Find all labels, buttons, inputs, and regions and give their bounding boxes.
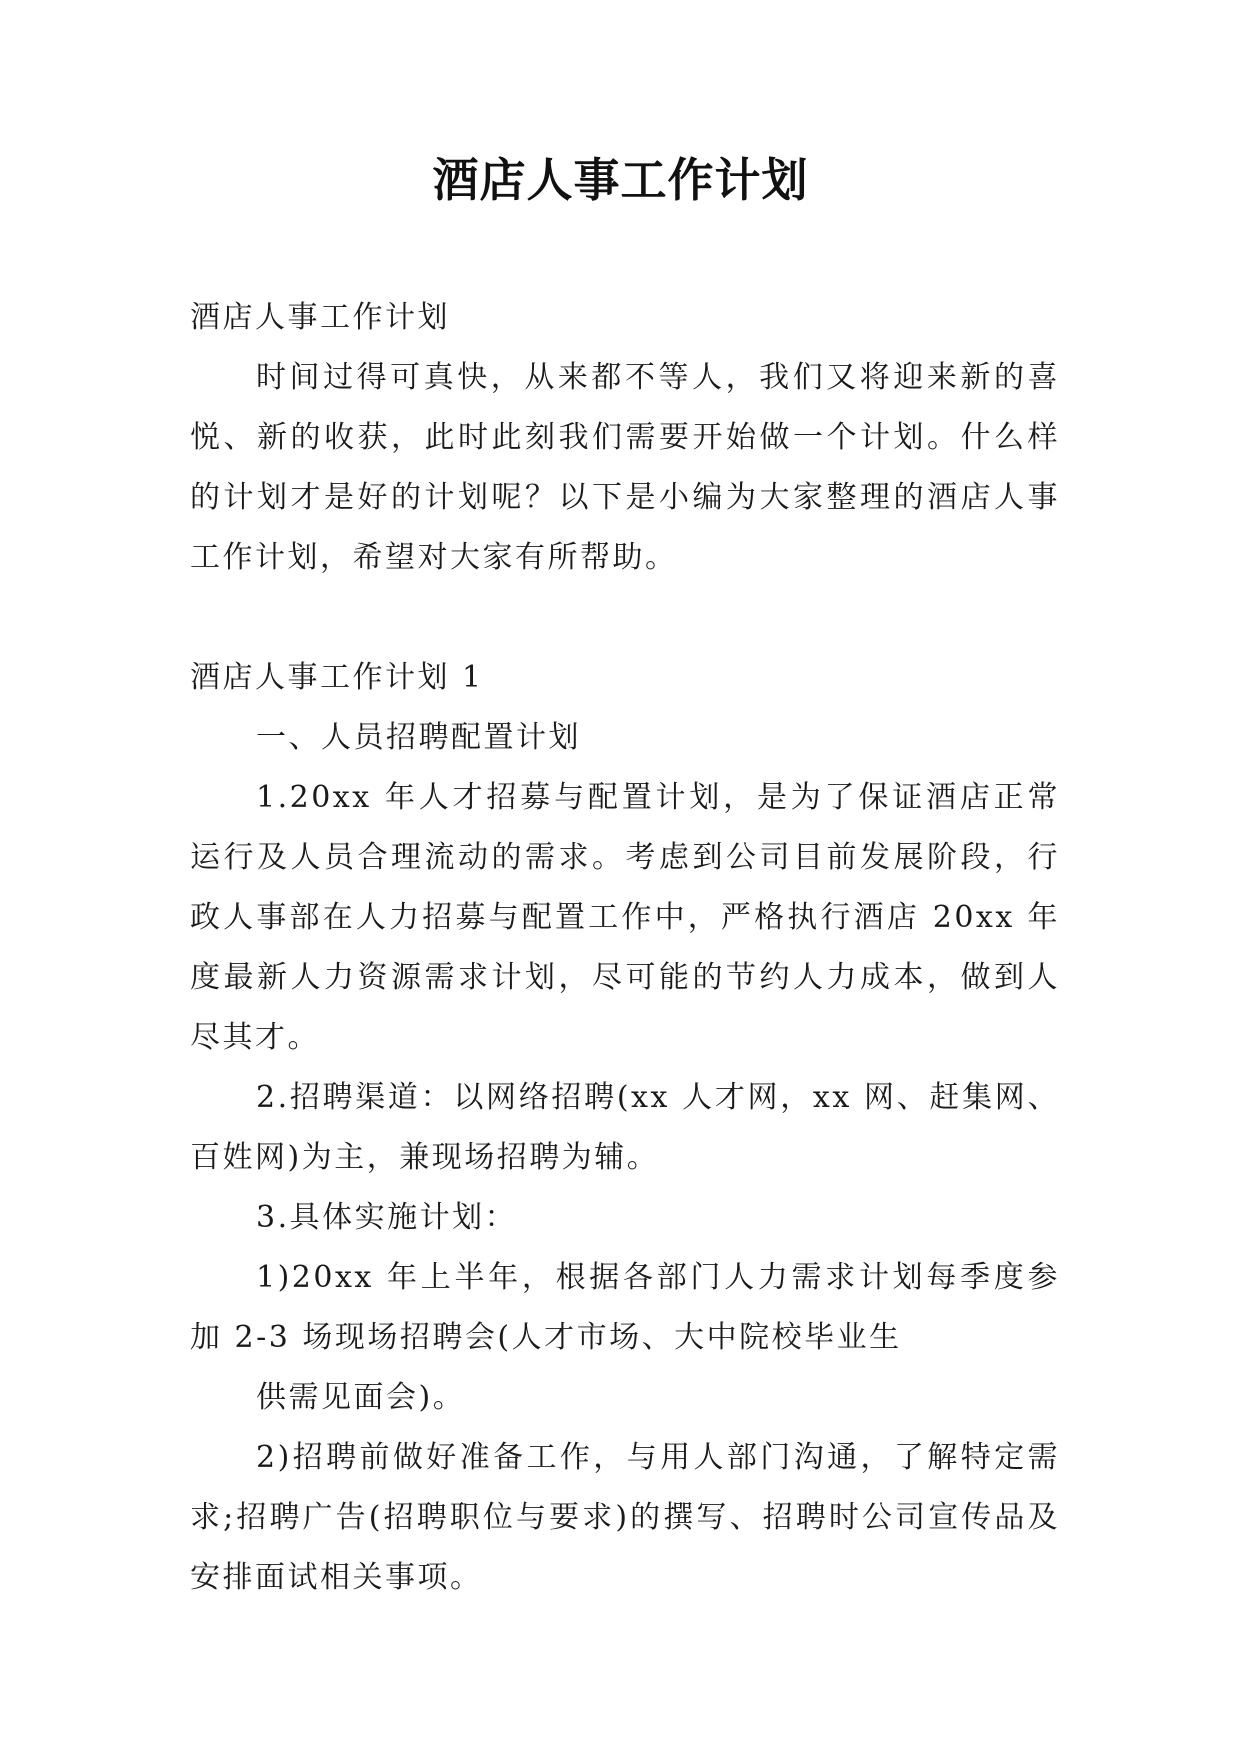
paragraph-subitem-2: 2)招聘前做好准备工作，与用人部门沟通，了解特定需求;招聘广告(招聘职位与要求)的撰写、招聘时公司宣传品及安排面试相关事项。: [190, 1440, 1060, 1595]
paragraph-item-1: 1.20xx 年人才招募与配置计划，是为了保证酒店正常运行及人员合理流动的需求。考虑到公司目前发展阶段，行政人事部在人力招募与配置工作中，严格执行酒店 20xx 年度最新人力资源需求计划，尽可能的节约人力成本，做到人尽其才。: [190, 780, 1060, 1055]
paragraph-item-3: 3.具体实施计划：: [256, 1200, 518, 1235]
section-heading-intro: 酒店人事工作计划: [190, 300, 450, 335]
document-body: [190, 288, 1060, 1608]
subheading-recruitment: 一、人员招聘配置计划: [256, 720, 581, 755]
paragraph-item-2: 2.招聘渠道：以网络招聘(xx 人才网，xx 网、赶集网、百姓网)为主，兼现场招聘为辅。: [190, 1080, 1060, 1175]
section-heading-plan-1: 酒店人事工作计划 1: [190, 660, 484, 695]
paragraph-subitem-1: 1)20xx 年上半年，根据各部门人力需求计划每季度参加 2-3 场现场招聘会(人才市场、大中院校毕业生: [190, 1260, 1060, 1355]
document-title: 酒店人事工作计划: [432, 153, 809, 207]
paragraph-subitem-1-continued: 供需见面会)。: [256, 1380, 466, 1415]
intro-paragraph: 时间过得可真快，从来都不等人，我们又将迎来新的喜悦、新的收获，此时此刻我们需要开始做一个计划。什么样的计划才是好的计划呢？以下是小编为大家整理的酒店人事工作计划，希望对大家有所帮助。: [190, 360, 1060, 575]
